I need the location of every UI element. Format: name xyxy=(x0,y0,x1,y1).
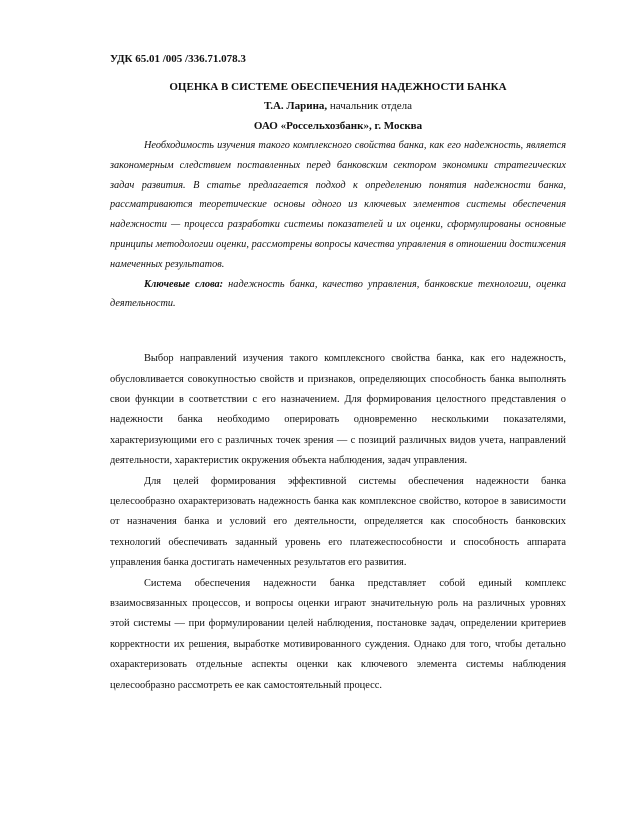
article-page xyxy=(110,52,566,696)
author-line xyxy=(110,99,566,113)
body-paragraph-3: Система обеспечения надежности банка представляет собой единый комплекс взаимосвязанных процессов, и вопросы оценки играют значительную роль на различных уровнях этой системы — при формулировании целей наблюдения, постановке задач, определении критериев корректности их решения, выработке мотивированного суждения. Однако для того, чтобы детально охарактеризовать отдельные аспекты оценки как ключевого элемента системы наблюдения целесообразно рассмотреть ее как самостоятельный процесс. xyxy=(110,577,566,691)
keywords-text: надежность банка, качество управления, банковские технологии, оценка деятельности. xyxy=(110,278,567,310)
section-gap xyxy=(110,314,566,349)
article-title: ОЦЕНКА В СИСТЕМЕ ОБЕСПЕЧЕНИЯ НАДЕЖНОСТИ БАНКА xyxy=(169,81,507,93)
keywords xyxy=(110,275,566,315)
udk-code: УДК 65.01 /005 /336.71.078.3 xyxy=(110,53,246,65)
abstract: Необходимость изучения такого комплексного свойства банка, как его надежность, является закономерным следствием поставленных перед банковским сектором экономики стратегических задач развития. В статье предлагается подход к определению понятия надежности банка, рассматриваются теоретические основы одного из ключевых элементов системы обеспечения надежности — процесса разработки системы показателей и их оценки, сформулированы основные принципы методологии оценки, рассмотрены вопросы качества управления в отношении достижения намеченных результатов. xyxy=(110,140,566,270)
author-name: Т.А. Ларина, xyxy=(263,100,328,112)
body-paragraph-2: Для целей формирования эффективной системы обеспечения надежности банка целесообразно охарактеризовать надежность банка как комплексное свойство, которое в зависимости от назначения банка и условий его деятельности, определяется как способность банковских технологий обеспечивать заданный уровень его платежеспособности и способность аппарата управления банка достигать намеченных результатов его развития. xyxy=(110,475,566,569)
organization: ОАО «Россельхозбанк», г. Москва xyxy=(253,120,423,132)
author-position: начальник отдела xyxy=(327,100,412,112)
keywords-label: Ключевые слова: xyxy=(144,278,224,290)
body-paragraph-1: Выбор направлений изучения такого комплексного свойства банка, как его надежность, обусловливается совокупностью свойств и признаков, определяющих способность банка выполнять свои функции в соответствии с его назначением. Для формирования целостного представления о надежности банка необходимо оперировать одновременно несколькими показателями, характеризующими его с различных точек зрения — с позиций различных видов учета, направлений деятельности, характеристик окружения объекта наблюдения, задач управления. xyxy=(110,353,566,467)
